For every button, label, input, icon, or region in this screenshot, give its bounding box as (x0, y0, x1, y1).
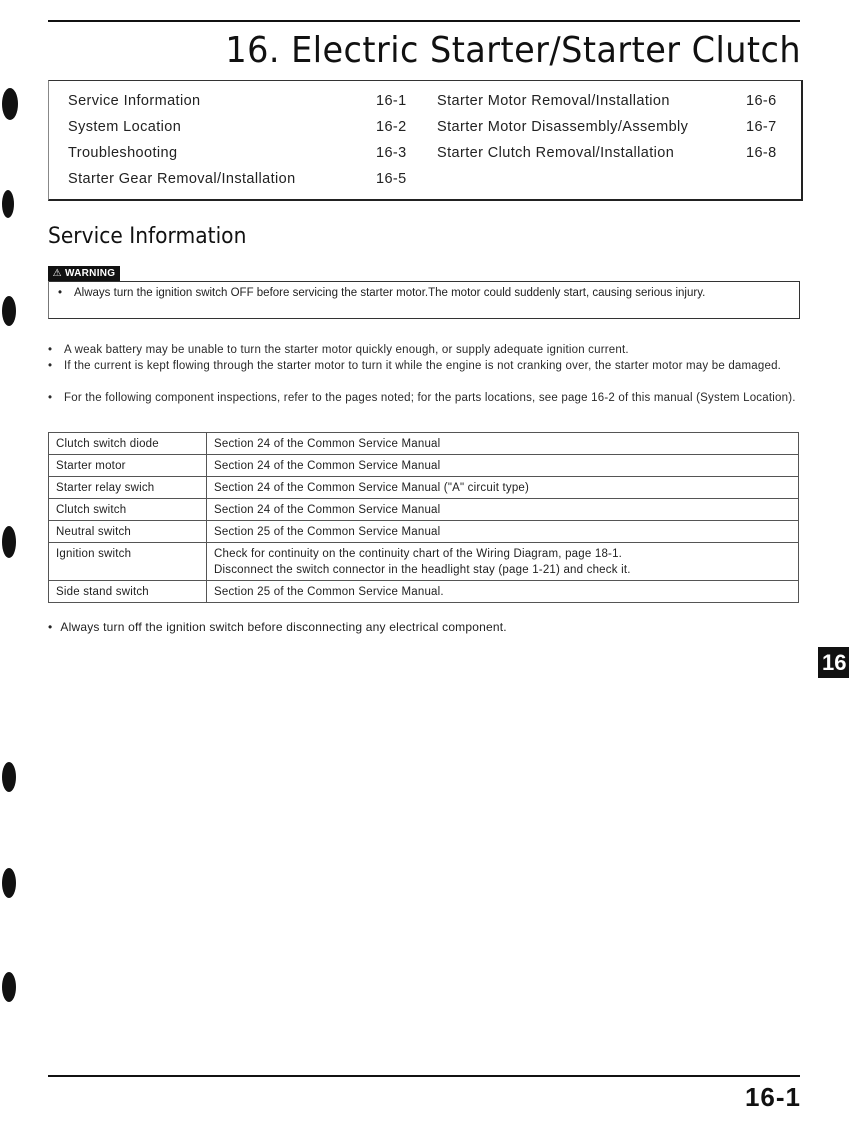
toc-item-page[interactable]: 16-1 (376, 93, 407, 109)
toc-item-page[interactable]: 16-8 (746, 145, 777, 161)
reference-cell: Section 24 of the Common Service Manual (207, 499, 799, 521)
table-row (49, 499, 799, 521)
table-row (49, 433, 799, 455)
page-number: 16-1 (744, 1082, 801, 1112)
toc-item-page[interactable]: 16-3 (376, 145, 407, 161)
table-row (49, 521, 799, 543)
toc-item-page[interactable]: 16-7 (746, 119, 777, 135)
table-row (49, 581, 799, 603)
warning-badge: ⚠ WARNING (48, 266, 120, 281)
reference-cell (207, 543, 799, 581)
binder-hole (2, 190, 14, 218)
bullet-item: • If the current is kept flowing through the starter motor to turn it while the engine is not cranking over, the starter motor may be damaged. (48, 360, 782, 372)
component-cell: Clutch switch (49, 499, 207, 521)
binder-hole (2, 868, 16, 898)
inspection-table (48, 432, 799, 603)
binder-hole (2, 526, 16, 558)
bottom-rule (48, 1075, 800, 1077)
toc-item-label[interactable]: Service Information (68, 93, 201, 109)
note-text: Always turn off the ignition switch before disconnecting any electrical component. (60, 620, 507, 634)
reference-cell: Section 24 of the Common Service Manual (207, 455, 799, 477)
bullet-text: A weak battery may be unable to turn the starter motor quickly enough, or supply adequate ignition current. (64, 344, 629, 356)
table-row (49, 543, 799, 581)
component-cell: Side stand switch (49, 581, 207, 603)
top-rule (48, 20, 800, 22)
toc-item-page[interactable]: 16-2 (376, 119, 407, 135)
chapter-title: 16. Electric Starter/Starter Clutch (225, 30, 801, 71)
component-cell: Starter relay swich (49, 477, 207, 499)
reference-cell: Section 25 of the Common Service Manual (207, 521, 799, 543)
binder-hole (2, 762, 16, 792)
note: • Always turn off the ignition switch before disconnecting any electrical component. (48, 620, 507, 634)
reference-cell: Section 24 of the Common Service Manual (207, 433, 799, 455)
bullet-text: For the following component inspections, refer to the pages noted; for the parts locations, see page 16-2 of this manual (System Location). (64, 392, 796, 404)
toc-item-label[interactable]: Starter Motor Disassembly/Assembly (437, 119, 689, 135)
reference-line: Check for continuity on the continuity chart of the Wiring Diagram, page 18-1. (214, 548, 623, 560)
bullet-text: If the current is kept flowing through the starter motor to turn it while the engine is not cranking over, the starter motor may be damaged. (64, 360, 782, 372)
binder-hole (2, 88, 18, 120)
toc-item-label[interactable]: System Location (68, 119, 182, 135)
table-row (49, 477, 799, 499)
section-heading: Service Information (48, 224, 247, 249)
toc-item-label[interactable]: Troubleshooting (68, 145, 178, 161)
component-cell: Neutral switch (49, 521, 207, 543)
reference-line: Disconnect the switch connector in the headlight stay (page 1-21) and check it. (214, 564, 631, 576)
toc-item-label[interactable]: Starter Clutch Removal/Installation (437, 145, 675, 161)
warning-text: • Always turn the ignition switch OFF before servicing the starter motor.The motor could suddenly start, causing serious injury. (60, 285, 795, 301)
toc-item-label[interactable]: Starter Motor Removal/Installation (437, 93, 670, 109)
chapter-tab-marker[interactable]: 16 (818, 647, 849, 678)
bullet-item: • A weak battery may be unable to turn the starter motor quickly enough, or supply adequate ignition current. (48, 344, 629, 356)
component-cell: Ignition switch (49, 543, 207, 581)
toc-item-page[interactable]: 16-5 (376, 171, 407, 187)
table-row (49, 455, 799, 477)
binder-hole (2, 972, 16, 1002)
component-cell: Starter motor (49, 455, 207, 477)
binder-hole (2, 296, 16, 326)
reference-cell: Section 25 of the Common Service Manual. (207, 581, 799, 603)
reference-cell: Section 24 of the Common Service Manual ("A" circuit type) (207, 477, 799, 499)
bullet-item: • For the following component inspections, refer to the pages noted; for the parts locations, see page 16-2 of this manual (System Location). (48, 392, 796, 404)
warning-text-body: Always turn the ignition switch OFF before servicing the starter motor.The motor could suddenly start, causing serious injury. (74, 287, 706, 299)
toc-item-label[interactable]: Starter Gear Removal/Installation (68, 171, 296, 187)
component-cell: Clutch switch diode (49, 433, 207, 455)
toc-item-page[interactable]: 16-6 (746, 93, 777, 109)
